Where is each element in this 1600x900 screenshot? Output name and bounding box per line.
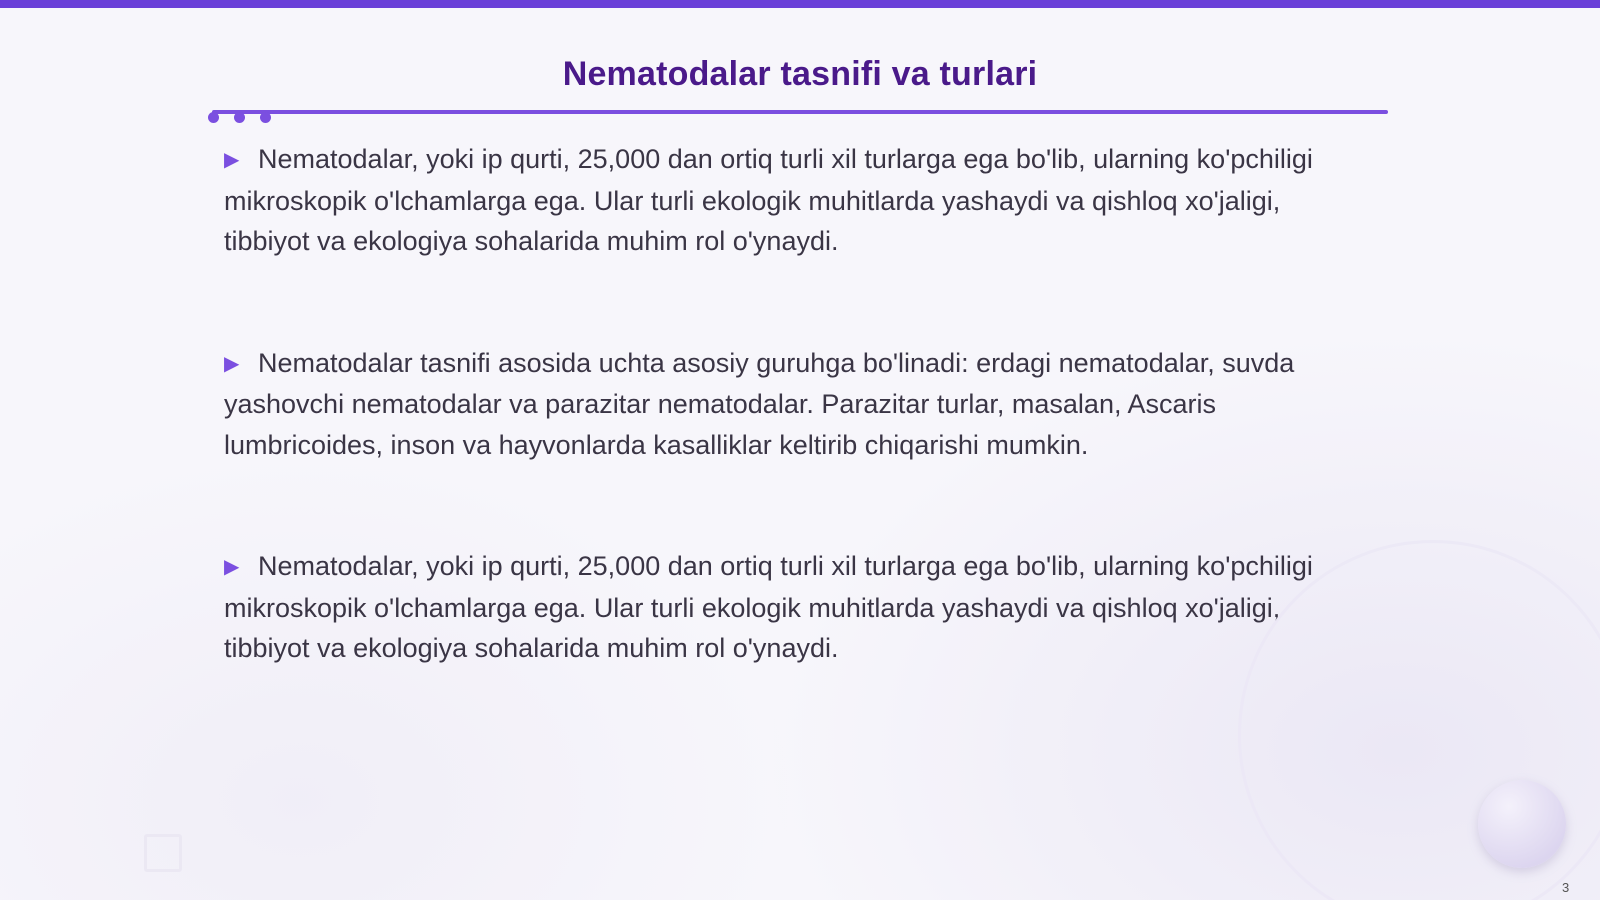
bullet-paragraph-2 — [224, 343, 1354, 466]
top-accent-bar — [0, 0, 1600, 8]
bullet-text-1: Nematodalar, yoki ip qurti, 25,000 dan ortiq turli xil turlarga ega bo'lib, ularning ko'pchiligi mikroskopik o'lchamlarga ega. Ular turli ekologik muhitlarda yashaydi va qishloq xo'jaligi, tibbiyot va ekologiya sohalarida muhim rol o'ynaydi. — [224, 144, 1313, 256]
triangle-bullet-icon: ▶ — [224, 352, 240, 375]
decorative-dot-1 — [208, 112, 219, 123]
bullet-text-3: Nematodalar, yoki ip qurti, 25,000 dan ortiq turli xil turlarga ega bo'lib, ularning ko'pchiligi mikroskopik o'lchamlarga ega. Ular turli ekologik muhitlarda yashaydi va qishloq xo'jaligi, tibbiyot va ekologiya sohalarida muhim rol o'ynaydi. — [224, 551, 1313, 663]
page-number: 3 — [1562, 880, 1570, 895]
slide-title: Nematodalar tasnifi va turlari — [562, 55, 1038, 93]
bullet-paragraph-1 — [224, 139, 1354, 262]
triangle-bullet-icon: ▶ — [224, 149, 240, 171]
decorative-sphere — [1478, 780, 1566, 868]
decorative-dot-2 — [234, 112, 245, 123]
bullet-paragraph-3 — [224, 546, 1354, 669]
title-underline — [212, 110, 1388, 114]
decorative-square-outline — [144, 834, 182, 872]
triangle-bullet-icon: ▶ — [224, 556, 240, 578]
bullet-text-2: Nematodalar tasnifi asosida uchta asosiy guruhga bo'linadi: erdagi nematodalar, suvda yashovchi nematodalar va parazitar nematodalar. Parazitar turlar, masalan, Ascaris lumbricoides, inson va hayvonlarda kasalliklar keltirib chiqarishi mumkin. — [224, 347, 1295, 460]
bullet-list — [224, 139, 1354, 750]
decorative-dot-3 — [260, 112, 271, 123]
